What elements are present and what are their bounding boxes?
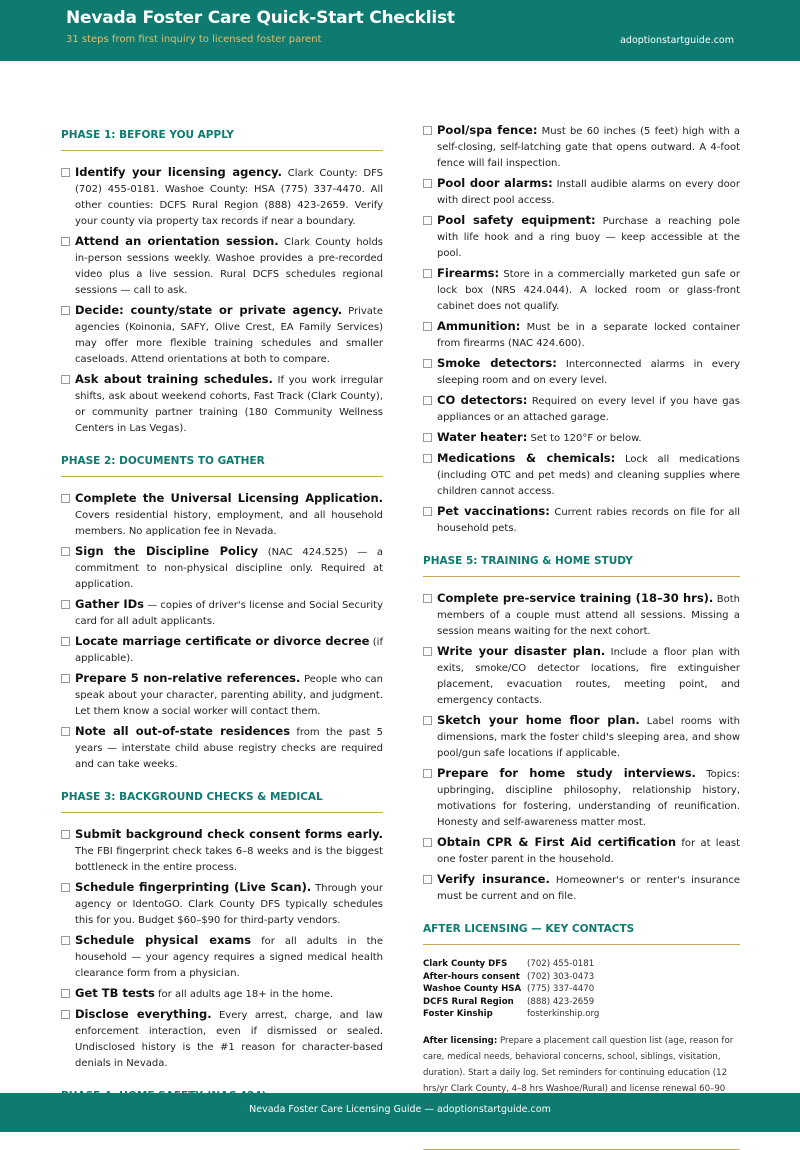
phase-1: [61, 122, 383, 437]
item-text: Include a floor plan with exits, smoke/CO detector locations, fire extinguisher placement, evacuation routes, meeting point, and emergency contacts.: [437, 647, 740, 706]
item-text: Install audible alarms on every door with direct pool access.: [437, 179, 740, 206]
checklist-item: [423, 212, 740, 262]
item-lead: Decide: county/state or private agency.: [75, 303, 343, 317]
item-text: People who can speak about your character, parenting ability, and judgment. Let them know a social worker will contact them.: [75, 674, 384, 717]
item-text: Label rooms with dimensions, mark the foster child's sleeping area, and show pool/gun safe locations if applicable.: [437, 716, 740, 759]
contact-value: (702) 455-0181: [527, 959, 595, 969]
item-text: Topics: upbringing, discipline philosophy, relationship history, motivations for fostering, understanding of reunification. Honesty and self-awareness matter most.: [437, 769, 740, 828]
item-lead: Pool door alarms:: [437, 176, 553, 190]
item-lead: Schedule physical exams: [75, 933, 252, 947]
item-lead: Schedule fingerprinting (Live Scan).: [75, 880, 312, 894]
item-lead: Pool safety equipment:: [437, 213, 596, 227]
item-text: Homeowner's or renter's insurance must be current and on file.: [437, 875, 740, 902]
after-licensing-text: Prepare a placement call question list (age, reason for care, medical needs, behavioral concerns, school, siblings, visitation, duration). Start a daily log. Set reminders for continuing education (12 hrs/yr Clark County, 4–8 hrs Washoe/Rural) and license renewal 60–90: [423, 1035, 734, 1094]
phase-4-items: [423, 122, 740, 537]
contact-row: [423, 971, 740, 984]
contact-value[interactable]: fosterkinship.org: [527, 1009, 600, 1019]
item-text: Store in a commercially marketed gun safe or lock box (NRS 424.044). A locked room or glass-front cabinet does not qualify.: [437, 269, 740, 312]
checkbox[interactable]: [423, 454, 432, 463]
checklist-item: [61, 723, 383, 773]
item-lead: CO detectors:: [437, 393, 528, 407]
checkbox[interactable]: [61, 674, 70, 683]
checklist-item: [423, 355, 740, 389]
checkbox[interactable]: [423, 179, 432, 188]
item-lead: Verify insurance.: [437, 872, 550, 886]
checkbox[interactable]: [61, 830, 70, 839]
checklist-item: [423, 450, 740, 500]
item-text: for all adults in the household — your agency requires a signed medical health clearance form from a physician.: [75, 936, 384, 979]
item-lead: Locate marriage certificate or divorce decree: [75, 634, 370, 648]
contact-value: (888) 423-2659: [527, 996, 595, 1007]
contact-value: (775) 337-4470: [527, 984, 595, 994]
item-lead: Identify your licensing agency.: [75, 165, 282, 179]
contact-name: Clark County DFS: [423, 959, 508, 969]
checklist-item: [423, 712, 740, 762]
checkbox[interactable]: [61, 306, 70, 315]
footer-text: Nevada Foster Care Licensing Guide — adoptionstartguide.com: [249, 1104, 551, 1115]
item-text: If you work irregular shifts, ask about weekend cohorts, Fast Track (Clark County), or community partner training (180 Community Wellness Centers in Las Vegas).: [75, 375, 383, 434]
item-lead: Get TB tests: [75, 986, 155, 1000]
phase-title: PHASE 3: BACKGROUND CHECKS & MEDICAL: [61, 784, 383, 813]
item-text: Required on every level if you have gas appliances or an attached garage.: [437, 396, 740, 423]
item-text: (if applicable).: [75, 637, 383, 664]
item-lead: Submit background check consent forms early.: [75, 827, 383, 841]
checklist-item: [423, 834, 740, 868]
page-header: [0, 0, 800, 61]
after-licensing-lead: After licensing:: [423, 1035, 498, 1046]
phase-title: PHASE 5: TRAINING & HOME STUDY: [423, 548, 740, 577]
checkbox[interactable]: [423, 433, 432, 442]
checkbox[interactable]: [423, 647, 432, 656]
contact-row: [423, 958, 740, 971]
checklist-item: [61, 164, 383, 230]
checkbox[interactable]: [61, 727, 70, 736]
item-text: Clark County holds in-person sessions weekly. Washoe provides a pre-recorded video plus a live session. Rural DCFS schedules regional sessions — call to ask.: [75, 237, 384, 296]
item-lead: Water heater:: [437, 430, 528, 444]
page-footer: [0, 1093, 800, 1132]
phase-title: PHASE 1: BEFORE YOU APPLY: [61, 122, 383, 151]
checkbox[interactable]: [61, 936, 70, 945]
checkbox[interactable]: [61, 637, 70, 646]
item-lead: Complete pre-service training (18–30 hrs).: [437, 591, 714, 605]
item-text: — copies of driver's license and Social Security card for all adult applicants.: [75, 600, 384, 627]
item-text: Both members of a couple must attend all sessions. Missing a session means waiting for the next cohort.: [437, 594, 741, 637]
item-lead: Ammunition:: [437, 319, 521, 333]
item-text: from the past 5 years — interstate child abuse registry checks are required and can take weeks.: [75, 727, 383, 770]
item-lead: Write your disaster plan.: [437, 644, 606, 658]
checkbox[interactable]: [61, 375, 70, 384]
item-lead: Sketch your home floor plan.: [437, 713, 640, 727]
item-text: Interconnected alarms in every sleeping room and on every level.: [437, 359, 741, 386]
phase-title: PHASE 2: DOCUMENTS TO GATHER: [61, 448, 383, 477]
contact-name: After-hours consent: [423, 971, 520, 982]
checkbox[interactable]: [423, 716, 432, 725]
contact-value: (702) 303-0473: [527, 971, 595, 982]
left-column: [61, 122, 383, 1125]
item-lead: Gather IDs: [75, 597, 145, 611]
item-lead: Medications & chemicals:: [437, 451, 616, 465]
item-text: Every arrest, charge, and law enforcement interaction, even if dismissed or sealed. Undisclosed history is the #1 reason for character-based denials in Nevada.: [75, 1010, 383, 1069]
checkbox[interactable]: [423, 507, 432, 516]
checkbox[interactable]: [423, 126, 432, 135]
item-text: Purchase a reaching pole with life hook and a ring buoy — keep accessible at the pool.: [437, 216, 740, 259]
checkbox[interactable]: [423, 322, 432, 331]
item-lead: Pet vaccinations:: [437, 504, 550, 518]
contacts-table: [423, 958, 740, 1021]
page-subtitle: 31 steps from first inquiry to licensed foster parent: [66, 34, 322, 45]
item-text: Private agencies (Koinonia, SAFY, Olive Crest, EA Family Services) may offer more flexible training schedules and smaller caseloads. Attend orientations at both to compare.: [75, 306, 384, 365]
item-text: Must be 60 inches (5 feet) high with a self-closing, self-latching gate that opens outward. A 4-foot fence will fail inspection.: [437, 126, 740, 169]
checkbox[interactable]: [61, 237, 70, 246]
item-text: Covers residential history, employment, and all household members. No application fee in Nevada.: [75, 510, 383, 537]
checklist-item: [61, 596, 383, 630]
item-lead: Note all out-of-state residences: [75, 724, 291, 738]
checkbox[interactable]: [423, 594, 432, 603]
checklist-item: [61, 371, 383, 437]
checklist-item: [61, 1006, 383, 1072]
page-title: Nevada Foster Care Quick-Start Checklist: [66, 8, 455, 28]
checkbox[interactable]: [423, 216, 432, 225]
item-lead: Obtain CPR & First Aid certification: [437, 835, 677, 849]
checklist-item: [423, 392, 740, 426]
item-text: (NAC 424.525) — a commitment to non-physical discipline only. Required at application.: [75, 547, 383, 590]
contact-name: Foster Kinship: [423, 1009, 493, 1019]
checklist-item: [423, 590, 740, 640]
item-lead: Pool/spa fence:: [437, 123, 538, 137]
checkbox[interactable]: [423, 396, 432, 405]
item-lead: Attend an orientation session.: [75, 234, 279, 248]
checklist-item: [423, 429, 740, 447]
item-text: Lock all medications (including OTC and pet meds) and cleaning supplies where children cannot access.: [437, 454, 740, 497]
checkbox[interactable]: [61, 883, 70, 892]
checklist-item: [61, 670, 383, 720]
checkbox[interactable]: [61, 600, 70, 609]
contact-name: DCFS Rural Region: [423, 996, 514, 1007]
item-text: for at least one foster parent in the household.: [437, 838, 741, 865]
checklist-item: [61, 543, 383, 593]
checkbox[interactable]: [423, 875, 432, 884]
checklist-item: [423, 643, 740, 709]
checklist-item: [423, 765, 740, 831]
checklist-item: [423, 175, 740, 209]
checklist-item: [61, 826, 383, 876]
checkbox[interactable]: [61, 494, 70, 503]
item-lead: Disclose everything.: [75, 1007, 212, 1021]
checklist-item: [423, 265, 740, 315]
item-lead: Prepare for home study interviews.: [437, 766, 696, 780]
item-text: Through your agency or IdentoGO. Clark County DFS typically schedules this for you. Budget $60–$90 for third-party vendors.: [75, 883, 384, 926]
item-lead: Ask about training schedules.: [75, 372, 273, 386]
item-lead: Complete the Universal Licensing Application.: [75, 491, 383, 505]
item-text: Set to 120°F or below.: [527, 433, 642, 444]
checklist-item: [61, 302, 383, 368]
checkbox[interactable]: [61, 168, 70, 177]
checkbox[interactable]: [61, 547, 70, 556]
checklist-item: [423, 122, 740, 172]
item-text: The FBI fingerprint check takes 6–8 weeks and is the biggest bottleneck in the entire process.: [75, 846, 383, 873]
checklist-item: [61, 985, 383, 1003]
checklist-item: [61, 932, 383, 982]
checklist-item: [423, 871, 740, 905]
phase-5: [423, 548, 740, 905]
item-lead: Prepare 5 non-relative references.: [75, 671, 301, 685]
checklist-item: [61, 233, 383, 299]
item-text: Clark County: DFS (702) 455-0181. Washoe County: HSA (775) 337-4470. All other counties: DCFS Rural Region (888) 423-2659. Verify your county via property tax records if near a boundary.: [75, 168, 383, 227]
checklist-item: [61, 879, 383, 929]
checkbox[interactable]: [423, 769, 432, 778]
checkbox[interactable]: [423, 269, 432, 278]
contact-row: [423, 996, 740, 1009]
item-text: for all adults age 18+ in the home.: [154, 989, 334, 1000]
phase-2: [61, 448, 383, 773]
contacts-title: AFTER LICENSING — KEY CONTACTS: [423, 916, 740, 945]
item-text: Current rabies records on file for all household pets.: [437, 507, 741, 534]
checklist-item: [61, 490, 383, 540]
item-lead: Firearms:: [437, 266, 500, 280]
checklist-item: [423, 318, 740, 352]
checkbox[interactable]: [423, 838, 432, 847]
phase-3: [61, 784, 383, 1072]
contact-name: Washoe County HSA: [423, 984, 522, 994]
checklist-item: [423, 503, 740, 537]
item-lead: Sign the Discipline Policy: [75, 544, 259, 558]
contact-row: [423, 983, 740, 996]
checklist-item: [61, 633, 383, 667]
item-text: Must be in a separate locked container from firearms (NAC 424.600).: [437, 322, 740, 349]
right-column: [423, 122, 740, 1150]
checkbox[interactable]: [61, 989, 70, 998]
item-lead: Smoke detectors:: [437, 356, 557, 370]
contact-row: [423, 1008, 740, 1021]
checkbox[interactable]: [61, 1010, 70, 1019]
header-site-link[interactable]: adoptionstartguide.com: [620, 35, 734, 46]
checkbox[interactable]: [423, 359, 432, 368]
